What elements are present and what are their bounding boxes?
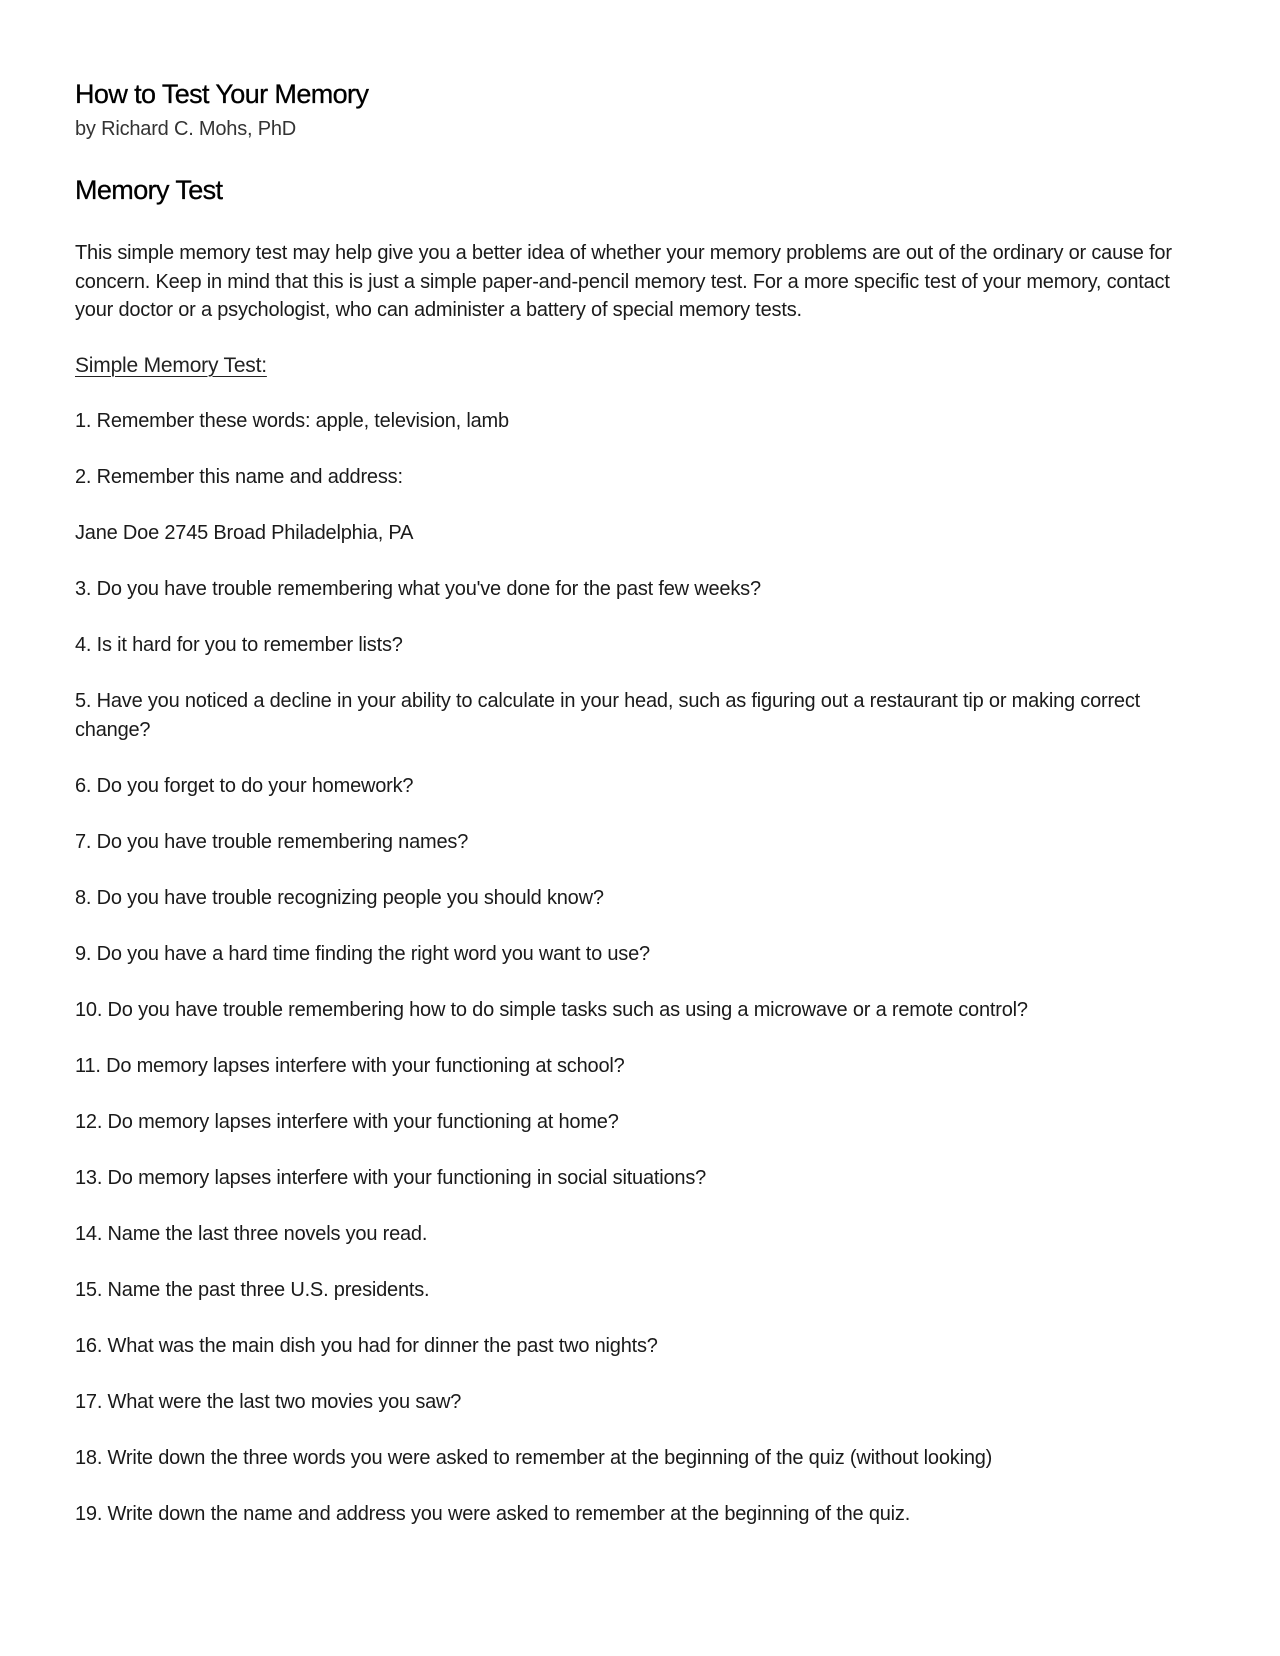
document-title: How to Test Your Memory <box>75 79 369 109</box>
address-line: Jane Doe 2745 Broad Philadelphia, PA <box>75 522 414 544</box>
question-item: 1. Remember these words: apple, television, lamb <box>75 410 509 432</box>
question-item: 11. Do memory lapses interfere with your functioning at school? <box>75 1054 625 1077</box>
question-item: 6. Do you forget to do your homework? <box>75 774 414 797</box>
question-item: 16. What was the main dish you had for dinner the past two nights? <box>75 1334 658 1357</box>
test-subheading: Simple Memory Test: <box>75 353 267 377</box>
section-title: Memory Test <box>75 175 223 205</box>
question-item: 4. Is it hard for you to remember lists? <box>75 634 403 656</box>
question-item: 3. Do you have trouble remembering what you've done for the past few weeks? <box>75 578 761 600</box>
question-item: 5. Have you noticed a decline in your ability to calculate in your head, such as figuring out a restaurant tip or making correct change? <box>75 690 1140 741</box>
intro-paragraph: This simple memory test may help give you a better idea of whether your memory problems are out of the ordinary or cause for concern. Keep in mind that this is just a simple paper-and-pencil memory test. For a more specific test of your memory, contact your doctor or a psychologist, who can administer a battery of special memory tests. <box>75 242 1172 321</box>
question-item: 19. Write down the name and address you were asked to remember at the beginning of the quiz. <box>75 1502 911 1525</box>
question-item: 12. Do memory lapses interfere with your functioning at home? <box>75 1110 619 1133</box>
question-item: 9. Do you have a hard time finding the right word you want to use? <box>75 942 650 965</box>
question-item: 13. Do memory lapses interfere with your functioning in social situations? <box>75 1166 707 1189</box>
question-item: 8. Do you have trouble recognizing people you should know? <box>75 886 604 909</box>
question-item: 15. Name the past three U.S. presidents. <box>75 1278 430 1301</box>
document-page <box>75 72 1205 1528</box>
question-item: 18. Write down the three words you were asked to remember at the beginning of the quiz (without looking) <box>75 1446 993 1469</box>
question-item: 10. Do you have trouble remembering how to do simple tasks such as using a microwave or a remote control? <box>75 998 1028 1021</box>
question-list <box>75 407 1205 1528</box>
document-author: by Richard C. Mohs, PhD <box>75 118 297 140</box>
question-item: 17. What were the last two movies you saw? <box>75 1390 462 1413</box>
question-item: 2. Remember this name and address: <box>75 466 403 488</box>
question-item: 14. Name the last three novels you read. <box>75 1222 428 1245</box>
question-item: 7. Do you have trouble remembering names? <box>75 830 469 853</box>
